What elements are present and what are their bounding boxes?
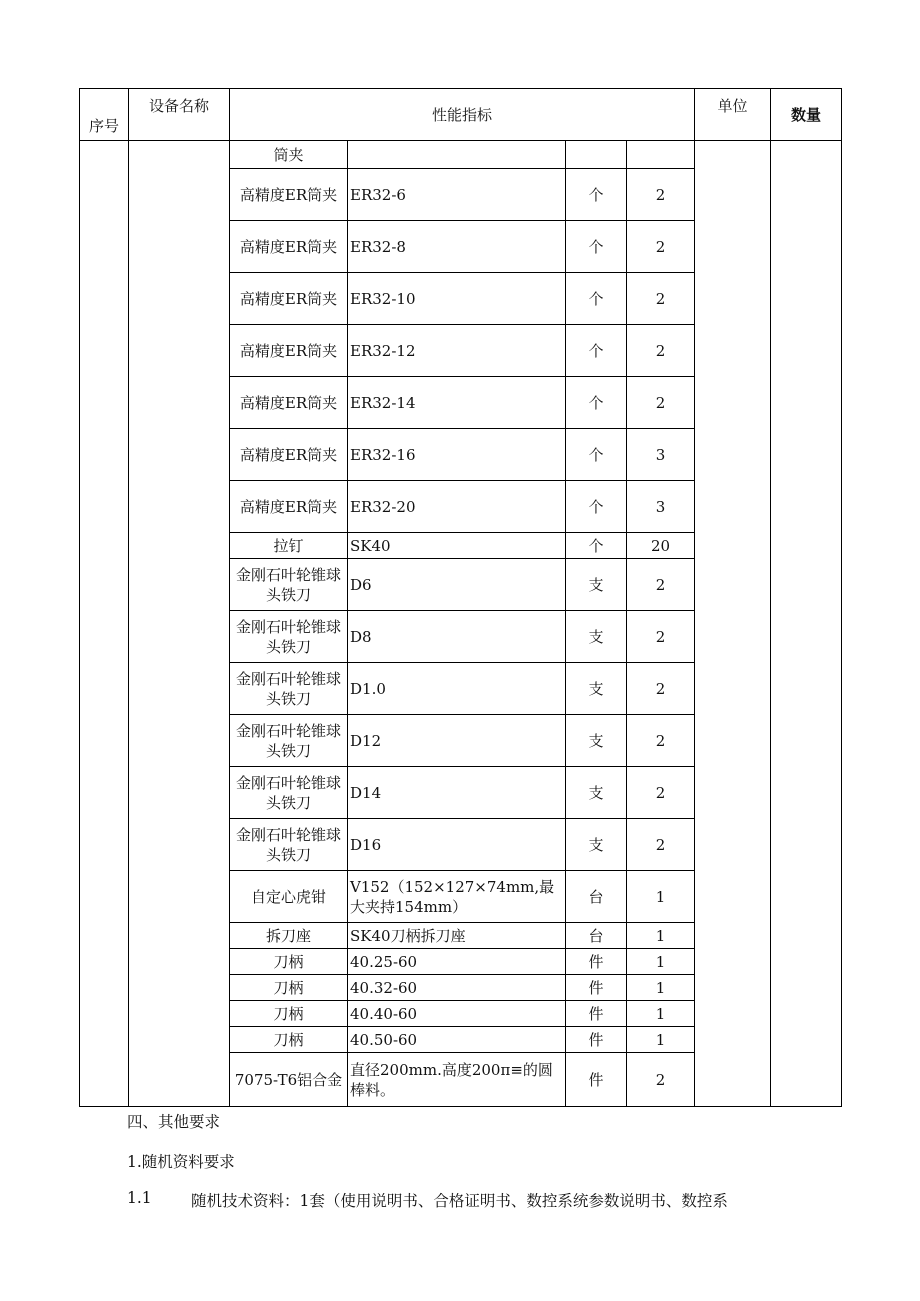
row-spec: ER32-20	[350, 497, 416, 516]
row-device-name: 刀柄	[273, 952, 304, 971]
row-device-name: 高精度ER筒夹	[239, 497, 338, 516]
row-unit: 支	[588, 627, 604, 646]
row-unit: 个	[588, 445, 604, 464]
requirement-item-1: 1.随机资料要求	[127, 1153, 235, 1171]
row-device-name: 筒夹	[273, 145, 304, 164]
row-device-name: 金刚石叶轮锥球头铁刀	[235, 825, 341, 864]
col-border	[770, 88, 771, 1107]
row-device-name: 刀柄	[273, 978, 304, 997]
row-quantity: 1	[655, 978, 666, 997]
header-quantity: 数量	[790, 105, 821, 124]
header-performance: 性能指标	[431, 105, 492, 124]
row-quantity: 1	[655, 1030, 666, 1049]
row-spec: 40.32-60	[350, 978, 418, 997]
row-device-name: 金刚石叶轮锥球头铁刀	[235, 669, 341, 708]
row-unit: 件	[588, 1004, 604, 1023]
row-quantity: 2	[655, 835, 666, 854]
row-spec: ER32-16	[350, 445, 416, 464]
row-spec: 40.50-60	[350, 1030, 418, 1049]
row-quantity: 2	[655, 237, 666, 256]
row-spec: SK40	[350, 536, 391, 555]
row-quantity: 2	[655, 783, 666, 802]
row-unit: 支	[588, 679, 604, 698]
row-quantity: 2	[655, 627, 666, 646]
row-device-name: 高精度ER筒夹	[239, 289, 338, 308]
row-quantity: 3	[655, 445, 666, 464]
row-device-name: 拉钉	[273, 536, 304, 555]
row-spec: D8	[350, 627, 372, 646]
row-device-name: 高精度ER筒夹	[239, 445, 338, 464]
row-quantity	[627, 141, 694, 168]
row-spec: D16	[350, 835, 382, 854]
row-unit: 支	[588, 731, 604, 750]
row-quantity: 1	[655, 1004, 666, 1023]
row-unit: 台	[588, 926, 604, 945]
row-spec: ER32-8	[350, 237, 406, 256]
table-bottom-border	[79, 1106, 841, 1107]
row-unit: 个	[588, 393, 604, 412]
row-quantity: 2	[655, 575, 666, 594]
row-device-name: 高精度ER筒夹	[239, 341, 338, 360]
requirement-item-1-1-text: 随机技术资料：1套（使用说明书、合格证明书、数控系统参数说明书、数控系	[191, 1192, 728, 1210]
row-quantity: 2	[655, 679, 666, 698]
row-device-name: 高精度ER筒夹	[239, 185, 338, 204]
row-quantity: 2	[655, 185, 666, 204]
row-device-name: 金刚石叶轮锥球头铁刀	[235, 773, 341, 812]
row-quantity: 20	[650, 536, 671, 555]
row-unit: 支	[588, 783, 604, 802]
row-unit: 件	[588, 978, 604, 997]
col-border	[694, 88, 695, 1107]
row-device-name: 高精度ER筒夹	[239, 237, 338, 256]
row-quantity: 2	[655, 289, 666, 308]
row-spec: D1.0	[350, 679, 386, 698]
row-quantity: 1	[655, 887, 666, 906]
row-unit: 件	[588, 952, 604, 971]
row-unit: 个	[588, 237, 604, 256]
row-quantity: 2	[655, 341, 666, 360]
row-spec: 直径200mm.高度200π≡的圆棒料。	[350, 1060, 553, 1099]
row-spec: 40.40-60	[350, 1004, 418, 1023]
row-quantity: 2	[655, 731, 666, 750]
col-border	[128, 88, 129, 1107]
section-heading: 四、其他要求	[127, 1113, 221, 1131]
requirement-item-1-1-number: 1.1	[127, 1189, 152, 1207]
row-spec: ER32-6	[350, 185, 406, 204]
row-spec	[348, 141, 565, 168]
row-quantity: 2	[655, 393, 666, 412]
row-spec: V152（152×127×74mm,最大夹持154mm）	[350, 877, 555, 916]
header-unit: 单位	[717, 97, 748, 115]
row-unit: 支	[588, 835, 604, 854]
row-unit: 个	[588, 185, 604, 204]
row-spec: SK40刀柄拆刀座	[350, 926, 466, 945]
row-device-name: 金刚石叶轮锥球头铁刀	[235, 617, 341, 656]
row-quantity: 2	[655, 1070, 666, 1089]
row-quantity: 3	[655, 497, 666, 516]
row-spec: ER32-10	[350, 289, 416, 308]
row-spec: 40.25-60	[350, 952, 418, 971]
row-unit	[566, 141, 626, 168]
row-device-name: 刀柄	[273, 1030, 304, 1049]
row-device-name: 7075-T6铝合金	[234, 1070, 343, 1089]
row-quantity: 1	[655, 952, 666, 971]
row-unit: 个	[588, 289, 604, 308]
row-device-name: 自定心虎钳	[250, 887, 326, 906]
row-unit: 支	[588, 575, 604, 594]
row-device-name: 刀柄	[273, 1004, 304, 1023]
row-spec: D12	[350, 731, 382, 750]
row-unit: 个	[588, 497, 604, 516]
row-device-name: 金刚石叶轮锥球头铁刀	[235, 721, 341, 760]
header-device-name: 设备名称	[148, 97, 209, 115]
row-unit: 件	[588, 1030, 604, 1049]
row-unit: 件	[588, 1070, 604, 1089]
header-seq: 序号	[88, 117, 119, 135]
row-spec: ER32-14	[350, 393, 416, 412]
row-device-name: 拆刀座	[265, 926, 311, 945]
col-border	[841, 88, 842, 1107]
row-unit: 个	[588, 341, 604, 360]
row-device-name: 金刚石叶轮锥球头铁刀	[235, 565, 341, 604]
row-device-name: 高精度ER筒夹	[239, 393, 338, 412]
col-border	[79, 88, 80, 1107]
row-spec: D14	[350, 783, 382, 802]
row-spec: D6	[350, 575, 372, 594]
row-unit: 台	[588, 887, 604, 906]
row-quantity: 1	[655, 926, 666, 945]
row-spec: ER32-12	[350, 341, 416, 360]
row-unit: 个	[588, 536, 604, 555]
